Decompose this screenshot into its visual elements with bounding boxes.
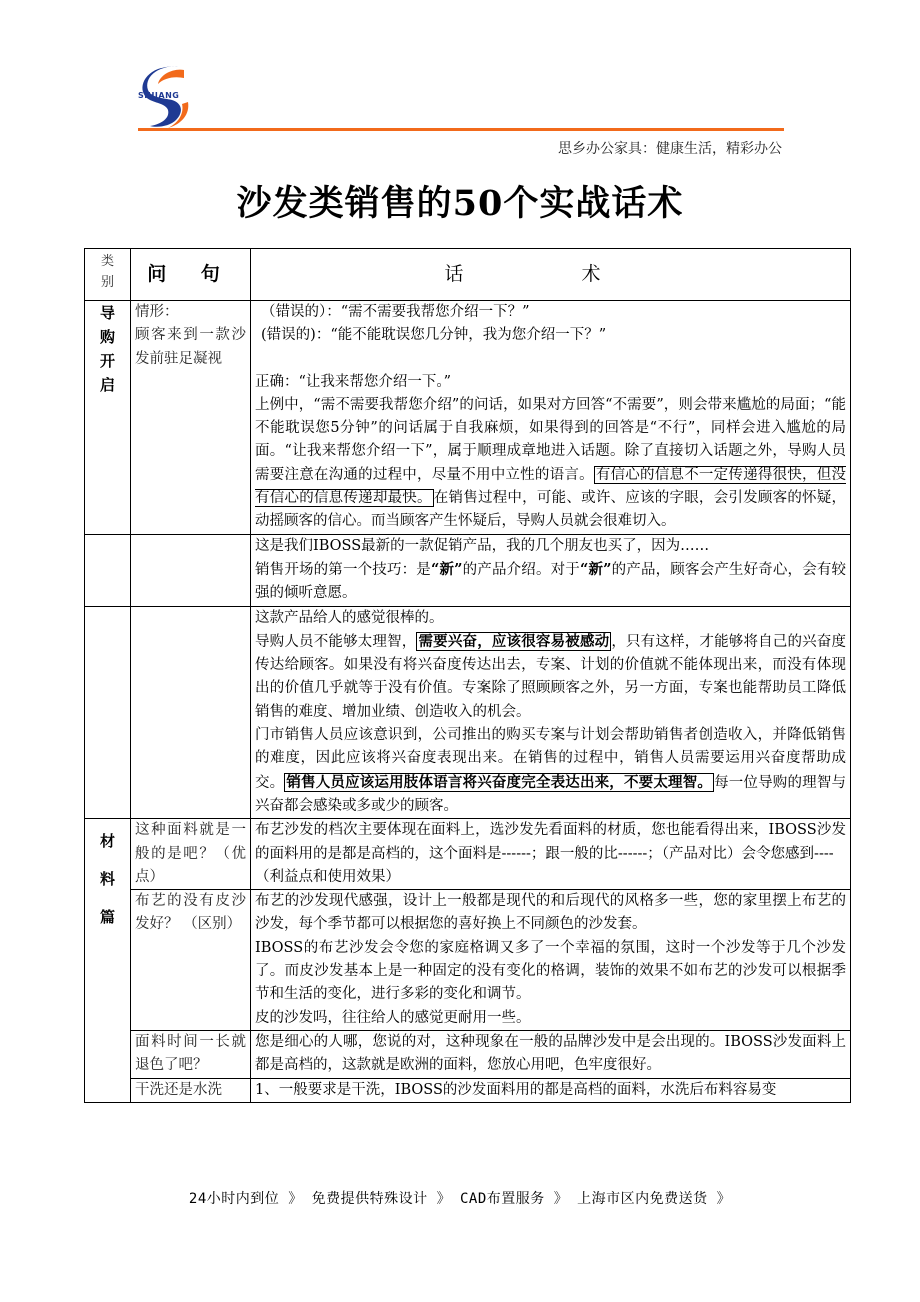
boxed-highlight: 销售人员应该运用肢体语言将兴奋度完全表达出来，不要太理智。 [286,773,713,791]
question-cell: 面料时间一长就退色了吧？ [131,1030,251,1078]
script-cell: （错误的）：“需不需要我帮您介绍一下？” (错误的)：“能不能耽误您几分钟，我为您介绍一下？” 正确：“让我来帮您介绍一下。” 上例中，“需不需要我帮您介绍”的问话，如果对方回答“不需要”，则会带来尴尬的局面；“能不能耽误您5分钟”的问话属于自我麻烦，如果得到的回答是“不行”，同样会进入尴尬的局面。“让我来帮您介绍一下”，属于顺理成章地进入话题。除了直接切入话题之外，导购人员需要注意在沟通的过程中，尽量不用中立性的语言。 有信心的信息不一定传递得很快，但没有信心的信息传递却最快。 在销售过程中，可能、或许、应该的字眼，会引发顾客的怀疑，动摇顾客的信心。而当顾客产生怀疑后，导购人员就会很难切入。 [251,301,851,535]
question-cell [131,534,251,606]
svg-text:SIHIANG: SIHIANG [138,91,180,100]
header-question: 问 句 [131,249,251,301]
table-row [85,301,851,535]
boxed-highlight: 需要兴奋，应该很容易被感动 [418,632,610,650]
category-cell [85,534,131,606]
boxed-highlight: 有信心的信息不一定传递得很快，但没有信心的信息传递却最快。 [255,466,847,507]
header-rule [138,128,784,131]
script-cell: 布艺沙发的档次主要体现在面料上，选沙发先看面料的材质，您也能看得出来，IBOSS沙发的面料用的是都是高档的，这个面料是------；跟一般的比------；（产品对比）会令您感到---- （利益点和使用效果） [251,819,851,890]
footer-services: 24小时内到位 》 免费提供特殊设计 》 CAD布置服务 》 上海市区内免费送货 》 [188,1191,732,1207]
question-cell: 布艺的没有皮沙发好？ （区别） [131,890,251,1031]
script-cell: 这是我们IBOSS最新的一款促销产品，我的几个朋友也买了，因为…… 销售开场的第一个技巧：是“新”的产品介绍。对于“新”的产品，顾客会产生好奇心，会有较强的倾听意愿。 [251,534,851,606]
sales-script-table [84,248,851,1103]
question-cell: 这种面料就是一般的是吧？（优点） [131,819,251,890]
category-cell: 材 料 篇 [85,819,131,1103]
table-row [85,606,851,819]
table-header-row [85,249,851,301]
table-row [85,1078,851,1102]
question-cell: 干洗还是水洗 [131,1078,251,1102]
table-row [85,890,851,1031]
page-title: 沙发类销售的50个实战话术 [236,183,684,224]
sihiang-logo [138,62,196,130]
script-cell: 您是细心的人哪，您说的对，这种现象在一般的品牌沙发中是会出现的。IBOSS沙发面料上都是高档的，这款就是欧洲的面料，您放心用吧，色牢度很好。 [251,1030,851,1078]
category-cell: 导 购 开 启 [85,301,131,535]
table-row [85,534,851,606]
question-cell: 情形： 顾客来到一款沙发前驻足凝视 [131,301,251,535]
category-cell [85,606,131,819]
script-cell: 1、一般要求是干洗，IBOSS的沙发面料用的都是高档的面料，水洗后布料容易变 [251,1078,851,1102]
table-row [85,1030,851,1078]
script-cell: 这款产品给人的感觉很棒的。 导购人员不能够太理智， 需要兴奋，应该很容易被感动 ，只有这样，才能够将自己的兴奋度传达给顾客。如果没有将兴奋度传达出去，专案、计划的价值就不能体现出来，而没有体现出的价值几乎就等于没有价值。专案除了照顾顾客之外，另一方面，专案也能帮助员工降低销售的难度、增加业绩、创造收入的机会。 门市销售人员应该意识到，公司推出的购买专案与计划会帮助销售者创造收入，并降低销售的难度，因此应该将兴奋度表现出来。在销售的过程中，销售人员需要运用兴奋度帮助成交。 销售人员应该运用肢体语言将兴奋度完全表达出来，不要太理智。 每一位导购的理智与兴奋都会感染或多或少的顾客。 [251,606,851,819]
table-row [85,819,851,890]
question-cell [131,606,251,819]
header-category: 类 别 [85,249,131,301]
header-tagline: 思乡办公家具：健康生活，精彩办公 [558,141,782,157]
script-cell: 布艺的沙发现代感强，设计上一般都是现代的和后现代的风格多一些，您的家里摆上布艺的沙发，每个季节都可以根据您的喜好换上不同颜色的沙发套。 IBOSS的布艺沙发会令您的家庭格调又多了一个幸福的氛围，这时一个沙发等于几个沙发了。而皮沙发基本上是一种固定的没有变化的格调，装饰的效果不如布艺的沙发可以根据季节和生活的变化，进行多彩的变化和调节。 皮的沙发吗，往往给人的感觉更耐用一些。 [251,890,851,1031]
header-script: 话 术 [251,249,851,301]
